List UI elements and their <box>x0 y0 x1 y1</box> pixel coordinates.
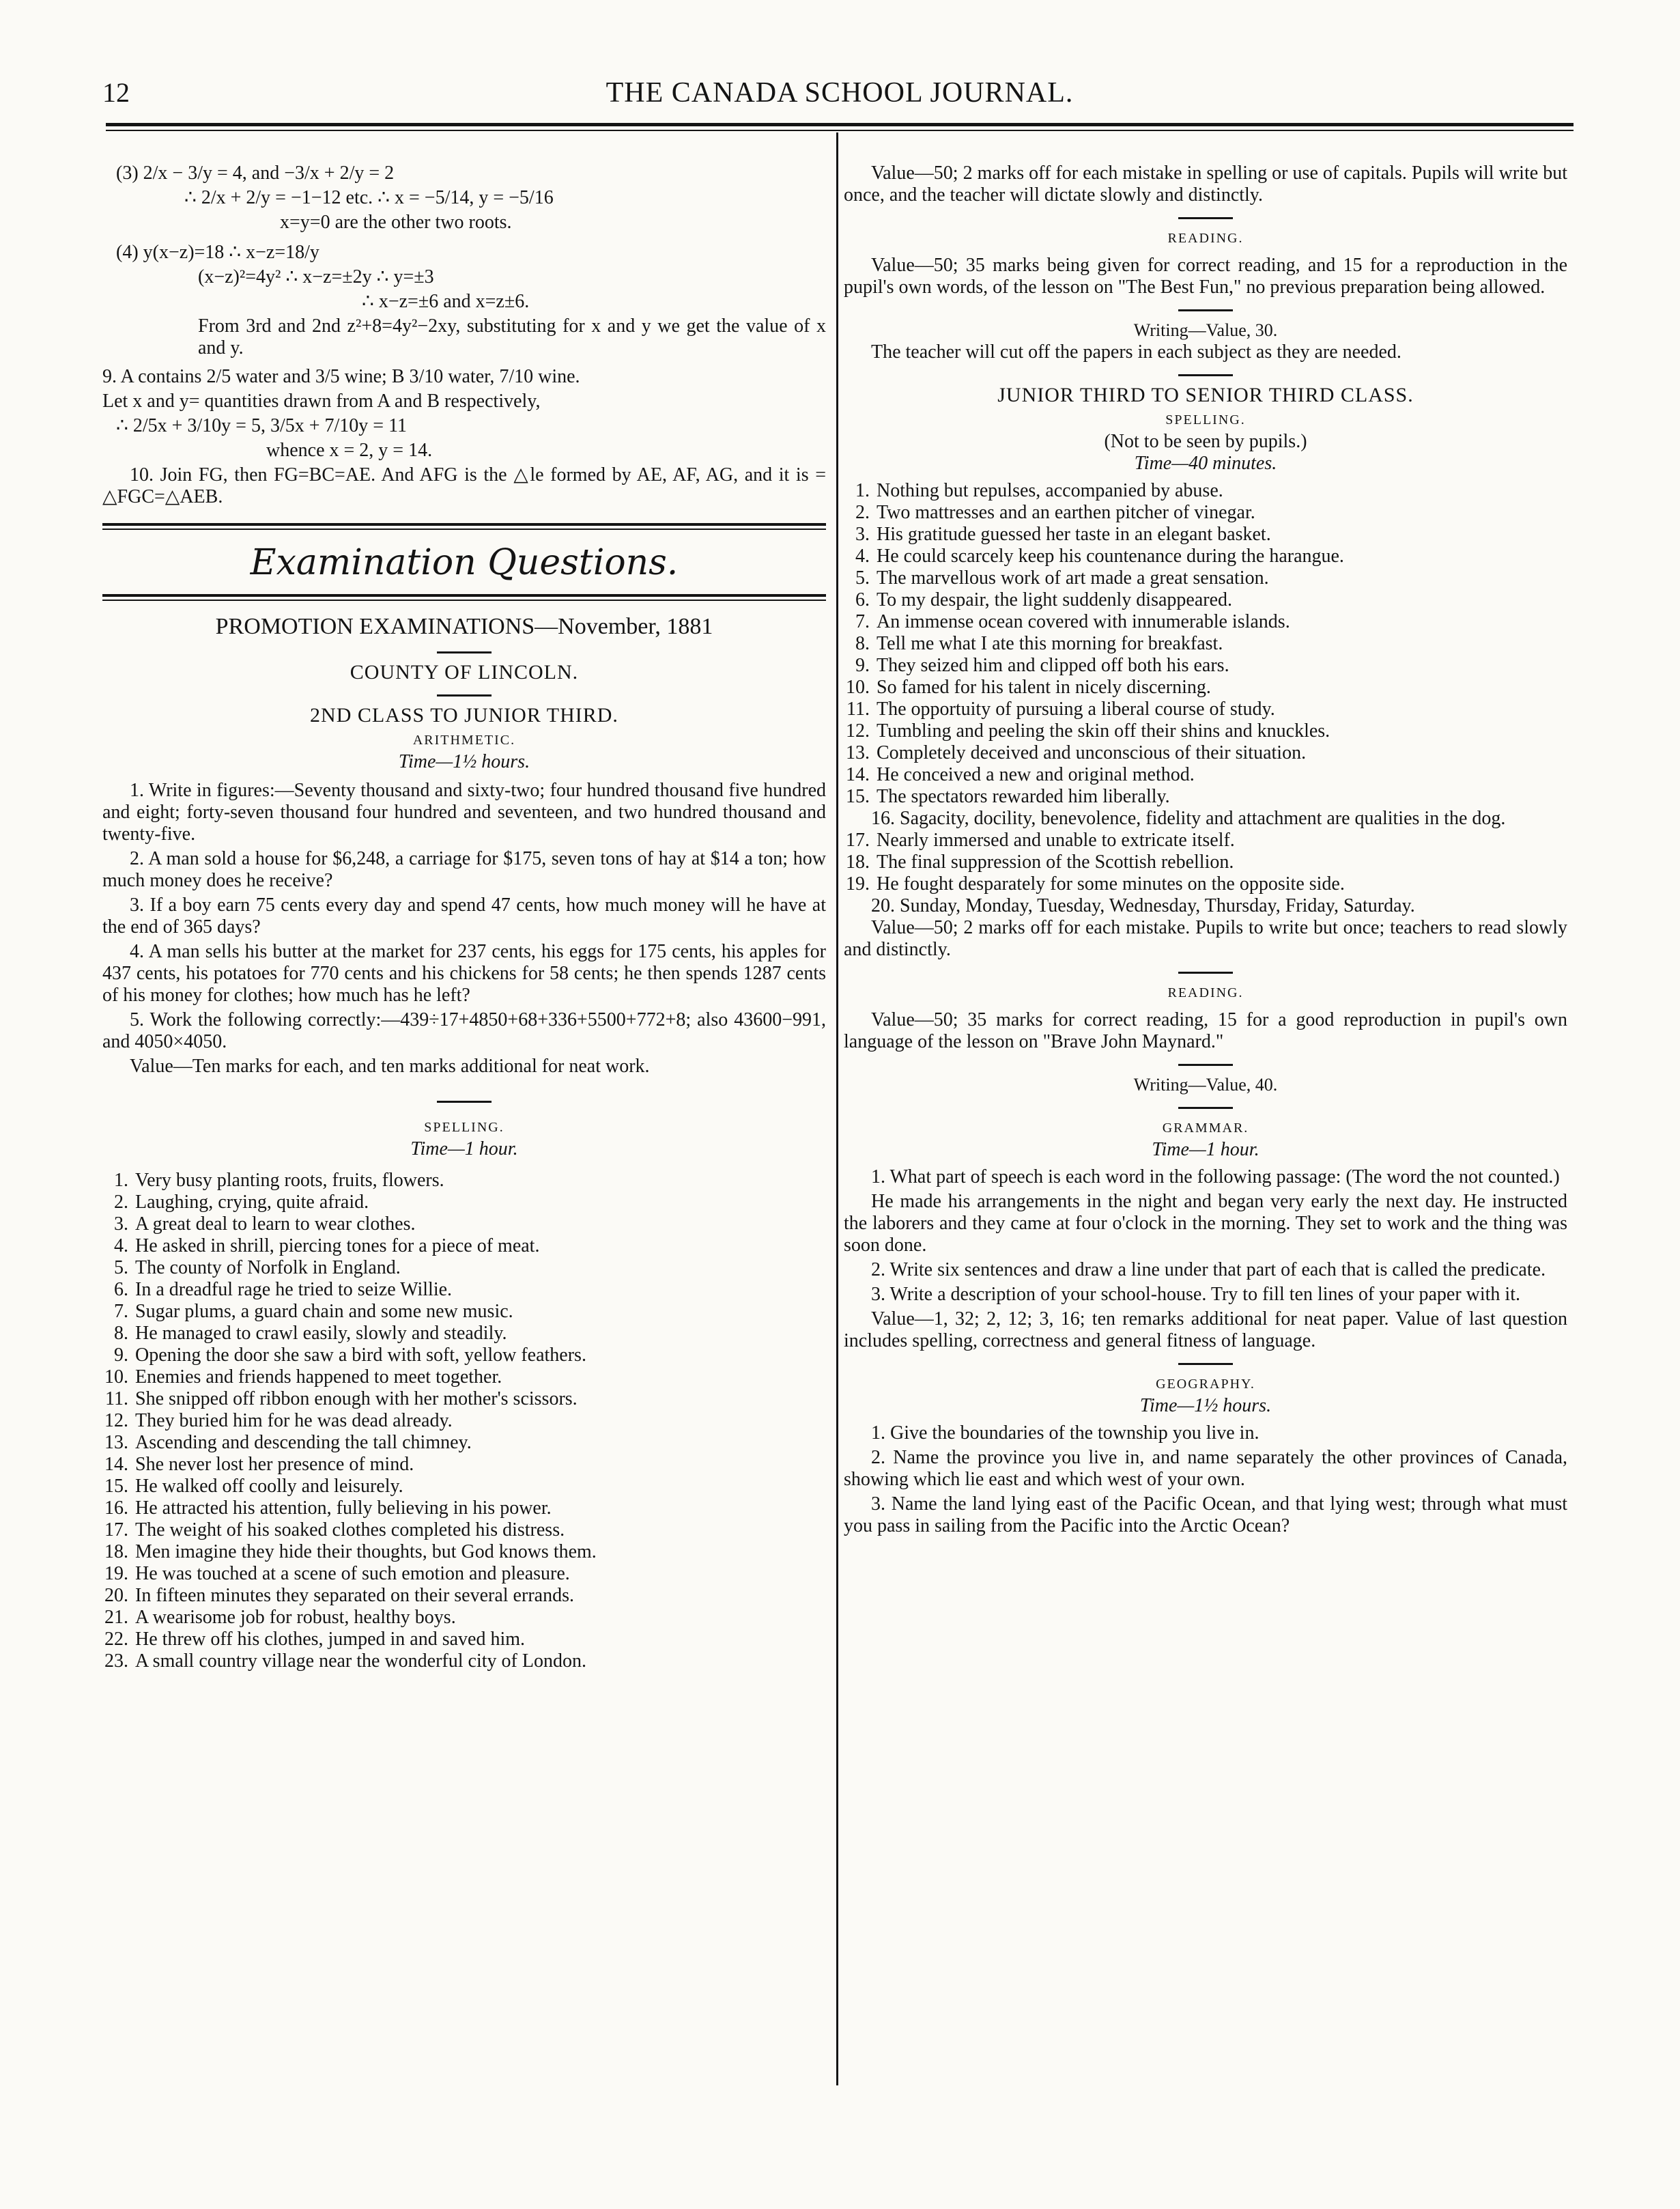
spelling-item <box>844 786 1567 808</box>
spelling-item <box>102 1366 826 1388</box>
journal-title: THE CANADA SCHOOL JOURNAL. <box>606 77 1074 109</box>
divider <box>437 651 492 653</box>
spelling-item <box>844 611 1567 633</box>
question: 2. A man sold a house for $6,248, a carriage for $175, seven tons of hay at $14 a ton; how much money does he receive? <box>102 848 826 891</box>
subject-heading: GEOGRAPHY. <box>1156 1377 1255 1392</box>
spelling-item <box>102 1497 826 1519</box>
item-text: Enemies and friends happened to meet together. <box>135 1366 502 1388</box>
item-number: 9. <box>855 655 870 676</box>
question: 3. If a boy earn 75 cents every day and spend 47 cents, how much money will he have at the end of 365 days? <box>102 895 826 938</box>
item-text: He walked off coolly and leisurely. <box>135 1476 403 1497</box>
math-line: (x−z)²=4y² ∴ x−z=±2y ∴ y=±3 <box>198 266 434 287</box>
section-rule <box>102 523 826 530</box>
item-text: An immense ocean covered with innumerable islands. <box>877 611 1290 632</box>
spelling-item <box>844 567 1567 589</box>
item-number: 12. <box>104 1410 128 1431</box>
value-note: Value—50; 2 marks off for each mistake in spelling or use of capitals. Pupils will write but once, and the teacher will dictate slowly and distinctly. <box>844 163 1567 206</box>
item-text: He attracted his attention, fully believing in his power. <box>135 1497 552 1519</box>
item-text: A small country village near the wonderful city of London. <box>135 1650 586 1672</box>
item-number: 1. <box>114 1170 128 1191</box>
value-note: Value—Ten marks for each, and ten marks additional for neat work. <box>130 1056 650 1077</box>
spelling-item <box>102 1301 826 1323</box>
item-number: 13. <box>104 1432 128 1453</box>
divider <box>1178 972 1233 974</box>
item-text: Nearly immersed and unable to extricate itself. <box>877 830 1235 851</box>
math-line: ∴ 2/x + 2/y = −1−12 etc. ∴ x = −5/14, y = −5/16 <box>184 187 554 208</box>
item-number: 5. <box>114 1257 128 1278</box>
item-number: 14. <box>104 1454 128 1475</box>
question: 1. Give the boundaries of the township you live in. <box>871 1422 1259 1444</box>
item-number: 22. <box>104 1629 128 1650</box>
spelling-item <box>844 502 1567 524</box>
item-number: 20. <box>104 1585 128 1606</box>
math-solutions <box>102 163 826 508</box>
spelling-item <box>844 546 1567 567</box>
item-number: 7. <box>855 611 870 632</box>
item-number: 4. <box>855 546 870 567</box>
spelling-item <box>102 1650 826 1672</box>
item-number: 5. <box>855 567 870 589</box>
spelling-item <box>102 1585 826 1607</box>
item-text: Very busy planting roots, fruits, flowers. <box>135 1170 444 1191</box>
item-number: 2. <box>855 502 870 523</box>
math-line: x=y=0 are the other two roots. <box>280 212 512 233</box>
spelling-item <box>844 830 1567 852</box>
item-number: 6. <box>855 589 870 610</box>
item-text: She snipped off ribbon enough with her mother's scissors. <box>135 1388 578 1409</box>
item-number: 12. <box>846 720 870 742</box>
class-heading: 2ND CLASS TO JUNIOR THIRD. <box>310 704 618 727</box>
spelling-item <box>102 1432 826 1454</box>
time-label: Time—40 minutes. <box>1134 453 1277 474</box>
item-number: 17. <box>104 1519 128 1540</box>
spelling-list <box>844 830 1567 895</box>
spelling-item <box>844 852 1567 873</box>
spelling-item <box>102 1170 826 1192</box>
section-rule <box>102 594 826 601</box>
item-text: In a dreadful rage he tried to seize Willie. <box>135 1279 453 1300</box>
spelling-item <box>844 480 1567 502</box>
item-text: The final suppression of the Scottish rebellion. <box>877 852 1234 873</box>
spelling-item <box>844 524 1567 546</box>
question: 2. Name the province you live in, and name separately the other provinces of Canada, showing which lie east and which west of your own. <box>844 1447 1567 1490</box>
item-text: Sugar plums, a guard chain and some new music. <box>135 1301 513 1322</box>
divider <box>1178 309 1233 311</box>
value-note: Value—50; 35 marks being given for correct reading, and 15 for a reproduction in the pupil's own words, of the lesson on "The Best Fun," no previous preparation being allowed. <box>844 255 1567 298</box>
item-text: They buried him for he was dead already. <box>135 1410 453 1431</box>
item-text: He could scarcely keep his countenance during the harangue. <box>877 546 1344 567</box>
spelling-item <box>844 742 1567 764</box>
spelling-item <box>844 589 1567 611</box>
item-number: 19. <box>846 873 870 895</box>
item-number: 3. <box>114 1213 128 1235</box>
item-text: The county of Norfolk in England. <box>135 1257 401 1278</box>
math-line: Let x and y= quantities drawn from A and B respectively, <box>102 391 541 412</box>
subject-heading: ARITHMETIC. <box>412 733 516 748</box>
spelling-item <box>102 1629 826 1650</box>
arithmetic-questions <box>102 780 826 1078</box>
question: 5. Work the following correctly:—439÷17+4850+68+336+5500+772+8; also 43600−991, and 4050×4050. <box>102 1009 826 1052</box>
item-text: The marvellous work of art made a great sensation. <box>877 567 1269 589</box>
time-label: Time—1½ hours. <box>1139 1395 1272 1416</box>
spelling-item <box>102 1279 826 1301</box>
item-text: In fifteen minutes they separated on their several errands. <box>135 1585 574 1606</box>
spelling-item <box>844 873 1567 895</box>
item-number: 19. <box>104 1563 128 1584</box>
divider <box>1178 1107 1233 1109</box>
math-line: 10. Join FG, then FG=BC=AE. And AFG is the △le formed by AE, AF, AG, and it is = △FGC=△AEB. <box>102 464 826 507</box>
item-number: 10. <box>846 677 870 698</box>
value-note: Value—50; 2 marks off for each mistake. Pupils to write but once; teachers to read slowly and distinctly. <box>844 917 1567 960</box>
spelling-item <box>844 720 1567 742</box>
spelling-item <box>102 1192 826 1213</box>
spelling-item: 20. Sunday, Monday, Tuesday, Wednesday, Thursday, Friday, Saturday. <box>871 895 1415 916</box>
item-number: 3. <box>855 524 870 545</box>
section-title: Examination Questions. <box>250 542 679 583</box>
math-line: ∴ 2/5x + 3/10y = 5, 3/5x + 7/10y = 11 <box>116 415 408 436</box>
spelling-item <box>844 677 1567 699</box>
item-number: 7. <box>114 1301 128 1322</box>
right-column <box>844 163 1567 1540</box>
item-text: They seized him and clipped off both his ears. <box>877 655 1229 676</box>
value-note: The teacher will cut off the papers in each subject as they are needed. <box>871 341 1401 363</box>
item-number: 2. <box>114 1192 128 1213</box>
spelling-item <box>102 1541 826 1563</box>
item-number: 13. <box>846 742 870 763</box>
divider <box>1178 1064 1233 1066</box>
time-label: Time—1½ hours. <box>398 751 530 772</box>
divider <box>437 1101 492 1103</box>
item-number: 8. <box>114 1323 128 1344</box>
subject-heading: GRAMMAR. <box>1162 1121 1249 1136</box>
question: 3. Name the land lying east of the Pacific Ocean, and that lying west; through what must you pass in sailing from the Pacific into the Arctic Ocean? <box>844 1493 1567 1536</box>
column-divider <box>836 132 838 2085</box>
spelling-item <box>102 1323 826 1345</box>
math-line: 9. A contains 2/5 water and 3/5 wine; B 3/10 water, 7/10 wine. <box>102 366 580 387</box>
page-number: 12 <box>102 77 130 108</box>
subject-heading: Writing—Value, 30. <box>1133 320 1278 340</box>
math-line: (3) 2/x − 3/y = 4, and −3/x + 2/y = 2 <box>116 163 395 184</box>
item-text: The opportuity of pursuing a liberal course of study. <box>877 699 1275 720</box>
subject-heading: SPELLING. <box>1165 412 1246 427</box>
item-number: 16. <box>104 1497 128 1519</box>
item-number: 17. <box>846 830 870 851</box>
spelling-item <box>844 655 1567 677</box>
header-rule-top <box>106 123 1574 126</box>
item-number: 9. <box>114 1345 128 1366</box>
item-text: He asked in shrill, piercing tones for a piece of meat. <box>135 1235 540 1256</box>
item-number: 10. <box>104 1366 128 1388</box>
spelling-item <box>102 1454 826 1476</box>
item-number: 6. <box>114 1279 128 1300</box>
question: 2. Write six sentences and draw a line under that part of each that is called the predicate. <box>871 1259 1546 1280</box>
item-number: 4. <box>114 1235 128 1256</box>
question: 1. Write in figures:—Seventy thousand and sixty-two; four hundred thousand five hundred and eight; forty-seven thousand four hundred and seventeen, and two hundred thousand and twenty-five. <box>102 780 826 845</box>
item-text: He fought desparately for some minutes on the opposite side. <box>877 873 1345 895</box>
item-text: He managed to crawl easily, slowly and steadily. <box>135 1323 507 1344</box>
item-number: 15. <box>104 1476 128 1497</box>
spelling-item <box>102 1519 826 1541</box>
value-note: Value—1, 32; 2, 12; 3, 16; ten remarks additional for neat paper. Value of last question includes spelling, correctness and general fitness of language. <box>844 1308 1567 1351</box>
spelling-list <box>844 480 1567 808</box>
subject-heading: READING. <box>1167 985 1244 1000</box>
spelling-list <box>102 1170 826 1672</box>
item-number: 11. <box>105 1388 128 1409</box>
class-heading: JUNIOR THIRD TO SENIOR THIRD CLASS. <box>997 384 1414 406</box>
item-number: 18. <box>104 1541 128 1562</box>
item-text: Opening the door she saw a bird with soft, yellow feathers. <box>135 1345 586 1366</box>
spelling-item <box>844 699 1567 720</box>
math-line: whence x = 2, y = 14. <box>266 440 433 461</box>
divider <box>437 694 492 697</box>
spelling-item <box>102 1476 826 1497</box>
item-text: He was touched at a scene of such emotion and pleasure. <box>135 1563 570 1584</box>
item-text: Completely deceived and unconscious of their situation. <box>877 742 1307 763</box>
item-number: 15. <box>846 786 870 807</box>
item-text: Laughing, crying, quite afraid. <box>135 1192 369 1213</box>
item-text: A great deal to learn to wear clothes. <box>135 1213 416 1235</box>
math-line: ∴ x−z=±6 and x=z±6. <box>362 291 530 312</box>
item-text: Two mattresses and an earthen pitcher of vinegar. <box>877 502 1255 523</box>
time-label: Time—1 hour. <box>1152 1139 1259 1160</box>
item-text: Nothing but repulses, accompanied by abuse. <box>877 480 1223 501</box>
header-rule-bottom <box>106 130 1574 131</box>
item-text: The spectators rewarded him liberally. <box>877 786 1170 807</box>
spelling-item <box>102 1345 826 1366</box>
divider <box>1178 1363 1233 1365</box>
spelling-item <box>102 1235 826 1257</box>
math-line: (4) y(x−z)=18 ∴ x−z=18/y <box>116 242 319 263</box>
item-text: So famed for his talent in nicely discerning. <box>877 677 1211 698</box>
item-number: 21. <box>104 1607 128 1628</box>
item-text: Tell me what I ate this morning for breakfast. <box>877 633 1223 654</box>
question: 1. What part of speech is each word in the following passage: (The word the not counted.) <box>871 1166 1560 1187</box>
left-column <box>102 163 826 1672</box>
item-number: 11. <box>846 699 870 720</box>
spelling-item <box>102 1213 826 1235</box>
spelling-item <box>102 1388 826 1410</box>
item-text: His gratitude guessed her taste in an elegant basket. <box>877 524 1271 545</box>
spelling-item <box>102 1257 826 1279</box>
item-number: 1. <box>855 480 870 501</box>
item-text: The weight of his soaked clothes completed his distress. <box>135 1519 565 1540</box>
item-text: Men imagine they hide their thoughts, but God knows them. <box>135 1541 597 1562</box>
spelling-note: (Not to be seen by pupils.) <box>1104 431 1307 452</box>
item-text: A wearisome job for robust, healthy boys. <box>135 1607 456 1628</box>
spelling-item <box>102 1410 826 1432</box>
item-number: 14. <box>846 764 870 785</box>
item-text: He threw off his clothes, jumped in and saved him. <box>135 1629 526 1650</box>
question: 3. Write a description of your school-house. Try to fill ten lines of your paper with it. <box>871 1284 1520 1305</box>
time-label: Time—1 hour. <box>410 1138 518 1159</box>
spelling-item <box>102 1607 826 1629</box>
subject-heading: READING. <box>1167 231 1244 246</box>
passage: He made his arrangements in the night and began very early the next day. He instructed the laborers and they came at four o'clock in the morning. They set to work and the thing was soon done. <box>844 1191 1567 1256</box>
spelling-item <box>102 1563 826 1585</box>
item-text: She never lost her presence of mind. <box>135 1454 414 1475</box>
subject-heading: SPELLING. <box>424 1120 504 1135</box>
item-number: 18. <box>846 852 870 873</box>
item-number: 23. <box>104 1650 128 1672</box>
spelling-item: 16. Sagacity, docility, benevolence, fidelity and attachment are qualities in the dog. <box>871 808 1506 829</box>
divider <box>1178 217 1233 219</box>
item-text: He conceived a new and original method. <box>877 764 1195 785</box>
item-number: 8. <box>855 633 870 654</box>
item-text: Tumbling and peeling the skin off their shins and knuckles. <box>877 720 1330 742</box>
page-header <box>96 76 1584 117</box>
item-text: Ascending and descending the tall chimney. <box>135 1432 472 1453</box>
math-line: From 3rd and 2nd z²+8=4y²−2xy, substituting for x and y we get the value of x and y. <box>198 315 826 358</box>
question: 4. A man sells his butter at the market for 237 cents, his eggs for 175 cents, his apples for 437 cents, his potatoes for 770 cents and his chickens for 58 cents; he then spends 1287 cents of his money for clothes; how much has he left? <box>102 941 826 1006</box>
item-text: To my despair, the light suddenly disappeared. <box>877 589 1233 610</box>
spelling-item <box>844 764 1567 786</box>
value-note: Value—50; 35 marks for correct reading, 15 for a good reproduction in pupil's own language of the lesson on "Brave John Maynard." <box>844 1009 1567 1052</box>
county-heading: COUNTY OF LINCOLN. <box>350 661 579 684</box>
divider <box>1178 374 1233 376</box>
subject-heading: Writing—Value, 40. <box>1133 1075 1278 1095</box>
spelling-item <box>844 633 1567 655</box>
exam-title: PROMOTION EXAMINATIONS—November, 1881 <box>215 614 713 639</box>
